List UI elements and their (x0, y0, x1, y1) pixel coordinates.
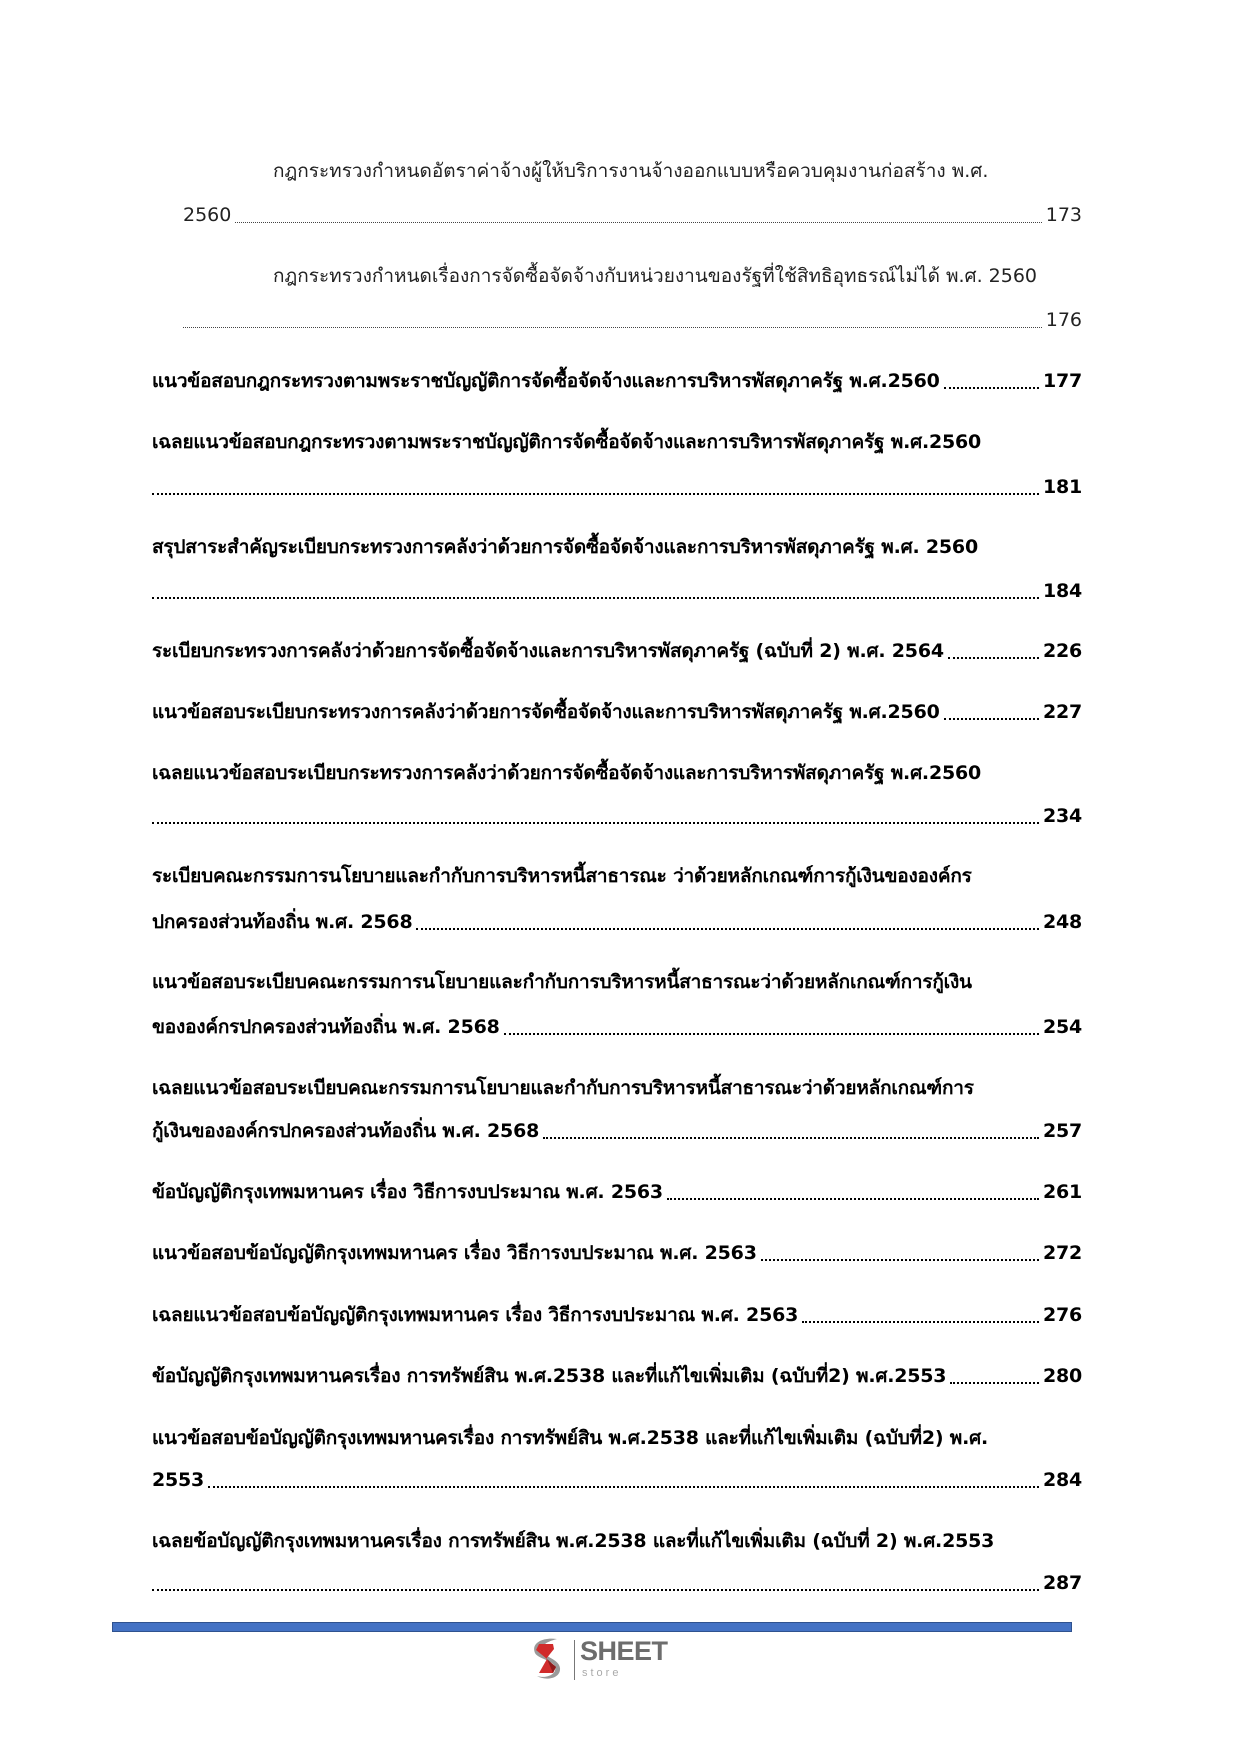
toc-entry-line (273, 156, 1082, 186)
leader-dots (152, 1589, 1039, 1591)
toc-entry-title-cont: ปกครองส่วนท้องถิ่น พ.ศ. 2568 (152, 911, 413, 933)
toc-entry-line (152, 1423, 1082, 1453)
page-number: 284 (1042, 1469, 1082, 1491)
page-number: 184 (1042, 580, 1082, 602)
leader-dots (944, 387, 1039, 389)
page-number: 248 (1042, 911, 1082, 933)
toc-entry-title: เฉลยข้อบัญญัติกรุงเทพมหานครเรื่อง การทรัพย์สิน พ.ศ.2538 และที่แก้ไขเพิ่มเติม (ฉบับที่ 2) พ.ศ.2553 (152, 1530, 995, 1552)
leader-dots (183, 327, 1042, 328)
toc-entry-line (152, 967, 1082, 997)
toc-entry-title: ข้อบัญญัติกรุงเทพมหานครเรื่อง การทรัพย์สิน พ.ศ.2538 และที่แก้ไขเพิ่มเติม (ฉบับที่2) พ.ศ.2553 (152, 1365, 947, 1387)
page-number: 234 (1042, 805, 1082, 827)
toc-entry[interactable] (152, 801, 1082, 831)
toc-entry[interactable] (152, 697, 1082, 727)
page-number: 276 (1042, 1304, 1082, 1326)
leader-dots (543, 1137, 1039, 1139)
toc-entry[interactable] (152, 1238, 1082, 1268)
toc-entry[interactable] (152, 1012, 1082, 1042)
toc-entry[interactable] (152, 1177, 1082, 1207)
page-number: 261 (1042, 1181, 1082, 1203)
toc-entry[interactable] (152, 576, 1082, 606)
toc-entry-title: แนวข้อสอบข้อบัญญัติกรุงเทพมหานครเรื่อง การทรัพย์สิน พ.ศ.2538 และที่แก้ไขเพิ่มเติม (ฉบับที่2) พ.ศ. (152, 1427, 989, 1449)
toc-entry-title: แนวข้อสอบข้อบัญญัติกรุงเทพมหานคร เรื่อง วิธีการงบประมาณ พ.ศ. 2563 (152, 1242, 757, 1264)
leader-dots (948, 657, 1039, 659)
leader-dots (235, 222, 1041, 223)
toc-entry-line (152, 532, 1082, 562)
leader-dots (950, 1382, 1039, 1384)
toc-entry-title: แนวข้อสอบระเบียบคณะกรรมการนโยบายและกำกับการบริหารหนี้สาธารณะว่าด้วยหลักเกณฑ์การกู้เงิน (152, 971, 972, 993)
page-number: 226 (1042, 640, 1082, 662)
toc-entry[interactable] (152, 1568, 1082, 1598)
toc-entry-title: เฉลยแนวข้อสอบระเบียบคณะกรรมการนโยบายและกำกับการบริหารหนี้สาธารณะว่าด้วยหลักเกณฑ์การ (152, 1077, 974, 1099)
toc-entry-title: สรุปสาระสำคัญระเบียบกระทรวงการคลังว่าด้วยการจัดซื้อจัดจ้างและการบริหารพัสดุภาครัฐ พ.ศ. 2560 (152, 536, 978, 558)
toc-entry-title: เฉลยแนวข้อสอบกฎกระทรวงตามพระราชบัญญัติการจัดซื้อจัดจ้างและการบริหารพัสดุภาครัฐ พ.ศ.2560 (152, 431, 982, 453)
leader-dots (152, 822, 1039, 824)
leader-dots (504, 1033, 1039, 1035)
sheet-store-logo (527, 1636, 687, 1684)
toc-entry-title: เฉลยแนวข้อสอบข้อบัญญัติกรุงเทพมหานคร เรื่อง วิธีการงบประมาณ พ.ศ. 2563 (152, 1304, 799, 1326)
leader-dots (152, 597, 1039, 599)
footer-divider-bar (112, 1622, 1072, 1632)
page-number: 254 (1042, 1016, 1082, 1038)
toc-entry-line (152, 1073, 1082, 1103)
toc-entry-title-cont: 2560 (183, 204, 232, 226)
toc-entry-title-cont: ขององค์กรปกครองส่วนท้องถิ่น พ.ศ. 2568 (152, 1016, 500, 1038)
toc-entry-line (152, 861, 1082, 891)
page-number: 177 (1042, 370, 1082, 392)
toc-entry[interactable] (152, 1116, 1082, 1146)
toc-entry-title: ข้อบัญญัติกรุงเทพมหานคร เรื่อง วิธีการงบประมาณ พ.ศ. 2563 (152, 1181, 663, 1203)
leader-dots (761, 1259, 1039, 1261)
page-number: 227 (1042, 701, 1082, 723)
toc-entry-title: เฉลยแนวข้อสอบระเบียบกระทรวงการคลังว่าด้วยการจัดซื้อจัดจ้างและการบริหารพัสดุภาครัฐ พ.ศ.2560 (152, 762, 982, 784)
toc-entry[interactable] (152, 1300, 1082, 1330)
toc-entry-title: ระเบียบกระทรวงการคลังว่าด้วยการจัดซื้อจัดจ้างและการบริหารพัสดุภาครัฐ (ฉบับที่ 2) พ.ศ. 2564 (152, 640, 944, 662)
toc-entry[interactable] (152, 907, 1082, 937)
toc-entry-line (152, 758, 1082, 788)
toc-entry[interactable] (152, 1361, 1082, 1391)
toc-entry-title-cont: 2553 (152, 1469, 205, 1491)
sheet-store-s-icon (527, 1636, 567, 1682)
leader-dots (416, 928, 1038, 930)
toc-entry[interactable] (183, 305, 1082, 335)
toc-entry[interactable] (183, 200, 1082, 230)
page-number: 173 (1045, 204, 1082, 226)
toc-entry-title: แนวข้อสอบกฎกระทรวงตามพระราชบัญญัติการจัดซื้อจัดจ้างและการบริหารพัสดุภาครัฐ พ.ศ.2560 (152, 370, 940, 392)
toc-entry[interactable] (152, 636, 1082, 666)
toc-entry-title: กฎกระทรวงกำหนดอัตราค่าจ้างผู้ให้บริการงานจ้างออกแบบหรือควบคุมงานก่อสร้าง พ.ศ. (273, 160, 989, 182)
page-number: 257 (1042, 1120, 1082, 1142)
logo-separator (574, 1640, 575, 1680)
toc-entry[interactable] (152, 472, 1082, 502)
leader-dots (802, 1321, 1039, 1323)
logo-wordmark: SHEET (580, 1636, 668, 1666)
logo-subtitle: store (582, 1667, 622, 1679)
toc-entry-title-cont: กู้เงินขององค์กรปกครองส่วนท้องถิ่น พ.ศ. 2568 (152, 1120, 540, 1142)
leader-dots (944, 718, 1039, 720)
page-number: 176 (1045, 309, 1082, 331)
toc-entry-title: กฎกระทรวงกำหนดเรื่องการจัดซื้อจัดจ้างกับหน่วยงานของรัฐที่ใช้สิทธิอุทธรณ์ไม่ได้ พ.ศ. 2560 (273, 265, 1037, 287)
toc-entry-title: แนวข้อสอบระเบียบกระทรวงการคลังว่าด้วยการจัดซื้อจัดจ้างและการบริหารพัสดุภาครัฐ พ.ศ.2560 (152, 701, 940, 723)
toc-entry-line (152, 1526, 1082, 1556)
page-number: 181 (1042, 476, 1082, 498)
toc-entry-line (273, 261, 1082, 291)
toc-entry-title: ระเบียบคณะกรรมการนโยบายและกำกับการบริหารหนี้สาธารณะ ว่าด้วยหลักเกณฑ์การกู้เงินขององค์กร (152, 865, 972, 887)
leader-dots (152, 493, 1039, 495)
leader-dots (667, 1198, 1039, 1200)
toc-entry[interactable] (152, 366, 1082, 396)
page-number: 280 (1042, 1365, 1082, 1387)
toc-entry-line (152, 427, 1082, 457)
page-number: 287 (1042, 1572, 1082, 1594)
page-number: 272 (1042, 1242, 1082, 1264)
leader-dots (208, 1486, 1039, 1488)
toc-entry[interactable] (152, 1465, 1082, 1495)
